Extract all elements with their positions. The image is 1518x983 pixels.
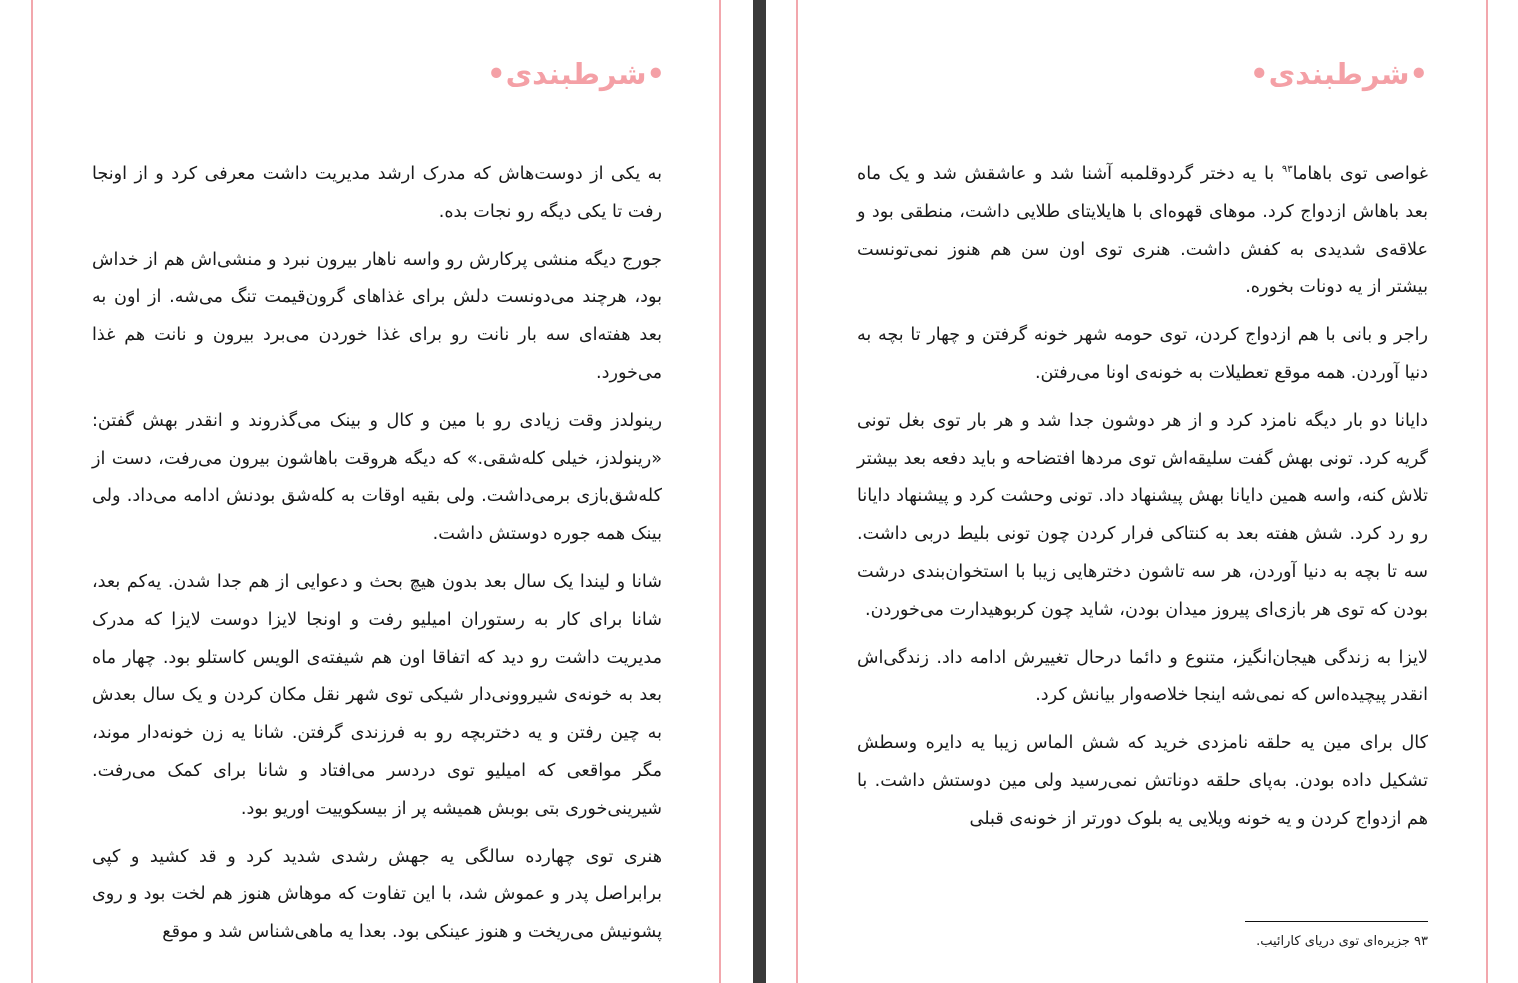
right-paragraph-1-start: غواصی توی باهاما bbox=[1292, 164, 1429, 184]
footnote-divider bbox=[1245, 921, 1428, 922]
left-page-outer-edge-line bbox=[31, 0, 33, 983]
left-paragraph-3: رینولدز وقت زیادی رو با مین و کال و بینک می‌گذروند و انقدر بهش گفتن: «رینولدز، خیلی کله‌شقی.» که دیگه هروقت باهاشون بیرون می‌رفت، دست از کله‌شق‌بازی برمی‌داشت. ولی بقیه اوقات به کله‌شق بودنش ادامه می‌داد. ولی بینک همه جوره دوستش داشت. bbox=[92, 410, 662, 545]
right-page-running-header: •شرطبندی• bbox=[1250, 57, 1428, 91]
right-page-body bbox=[857, 156, 1428, 849]
left-page-inner-edge-line bbox=[719, 0, 721, 983]
left-page-running-header: •شرطبندی• bbox=[487, 57, 665, 91]
right-paragraph-1-rest: با یه دختر گردوقلمبه آشنا شد و عاشقش شد و یک ماه بعد باهاش ازدواج کرد. موهای قهوه‌ای با هایلایتای طلایی داشت، منطقی بود و علاقه‌ی شدیدی به کفش داشت. هنری توی اون سن هم هنوز نمی‌تونست بیشتر از یه دونات بخوره. bbox=[857, 164, 1428, 298]
right-paragraph-1 bbox=[857, 156, 1428, 307]
left-paragraph-4: شانا و لیندا یک سال بعد بدون هیچ بحث و دعوایی از هم جدا شدن. یه‌کم بعد، شانا برای کار به رستوران امیلیو رفت و اونجا لایزا دوست لایزا که مدرک مدیریت داشت رو دید که اتفاقا اون هم شیفته‌ی الویس کاستلو بود. چهار ماه بعد به خونه‌ی شیروونی‌دار شیکی توی شهر نقل مکان کردن و یک سال بعدش به چین رفتن و یه دختربچه رو به فرزندی گرفتن. شانا یه زن خونه‌دار موند، مگر مواقعی که امیلیو توی دردسر می‌افتاد و شانا برای کمک می‌رفت. شیرینی‌خوری بتی بوبش همیشه پر از بیسکوییت اوریو بود. bbox=[92, 571, 662, 819]
left-paragraph-5: هنری توی چهارده سالگی یه جهش رشدی شدید کرد و قد کشید و کپی برابراصل پدر و عموش شد، با این تفاوت که موهاش هنوز هم لخت بود و روی پشونیش می‌ریخت و هنوز عینکی بود. بعدا یه ماهی‌شناس شد و موقع bbox=[92, 846, 662, 943]
footnote-reference: ۹۳ bbox=[1281, 164, 1293, 176]
right-paragraph-4: لایزا به زندگی هیجان‌انگیز، متنوع و دائما درحال تغییرش ادامه داد. زندگی‌اش انقدر پیچیده‌اس که نمی‌شه اینجا خلاصه‌وار بیانش کرد. bbox=[857, 647, 1428, 706]
left-paragraph-1: به یکی از دوست‌هاش که مدرک ارشد مدیریت داشت معرفی کرد و از اونجا رفت تا یکی دیگه رو نجات بده. bbox=[92, 164, 662, 222]
left-page-body bbox=[92, 156, 662, 962]
footnote-text: ۹۳ جزیره‌ای توی دریای کارائیب. bbox=[1256, 934, 1428, 949]
left-paragraph-2: جورج دیگه منشی پرکارش رو واسه ناهار بیرون نبرد و منشی‌اش هم از خداش بود، هرچند می‌دونست دلش برای غذاهای گرون‌قیمت تنگ می‌شه. از اون به بعد هفته‌ای سه بار نانت رو برای غذا خوردن می‌برد بیرون و نانت هم غذا می‌خورد. bbox=[92, 249, 662, 383]
right-paragraph-2: راجر و بانی با هم ازدواج کردن، توی حومه شهر خونه گرفتن و چهار تا بچه به دنیا آوردن. همه موقع تعطیلات به خونه‌ی اونا می‌رفتن. bbox=[857, 325, 1428, 383]
right-paragraph-5: کال برای مین یه حلقه نامزدی خرید که شش الماس زیبا یه دایره وسطش تشکیل داده بودن. به‌پای حلقه دوناتش نمی‌رسید ولی مین دوستش داشت. با هم ازدواج کردن و یه خونه ویلایی یه بلوک دورتر از خونه‌ی قبلی bbox=[857, 733, 1428, 829]
right-page bbox=[766, 0, 1518, 983]
right-page-inner-edge-line bbox=[796, 0, 798, 983]
left-page bbox=[0, 0, 753, 983]
right-page-outer-edge-line bbox=[1486, 0, 1488, 983]
right-paragraph-3: دایانا دو بار دیگه نامزد کرد و از هر دوشون جدا شد و هر بار توی بغل تونی گریه کرد. تونی بهش گفت سلیقه‌اش توی مردها افتضاحه و باید دفعه بعد بیشتر تلاش کنه، واسه همین دایانا بهش پیشنهاد داد. تونی وحشت کرد و پیشنهاد دایانا رو رد کرد. شش هفته بعد به کنتاکی فرار کردن چون تونی بلیط دربی داشت. سه تا بچه به دنیا آوردن، هر سه تاشون دخترهایی زیبا با استخوان‌بندی درشت بودن که توی هر بازی‌ای پیروز میدان بودن، شاید چون کربوهیدارت می‌خوردن. bbox=[857, 410, 1428, 620]
